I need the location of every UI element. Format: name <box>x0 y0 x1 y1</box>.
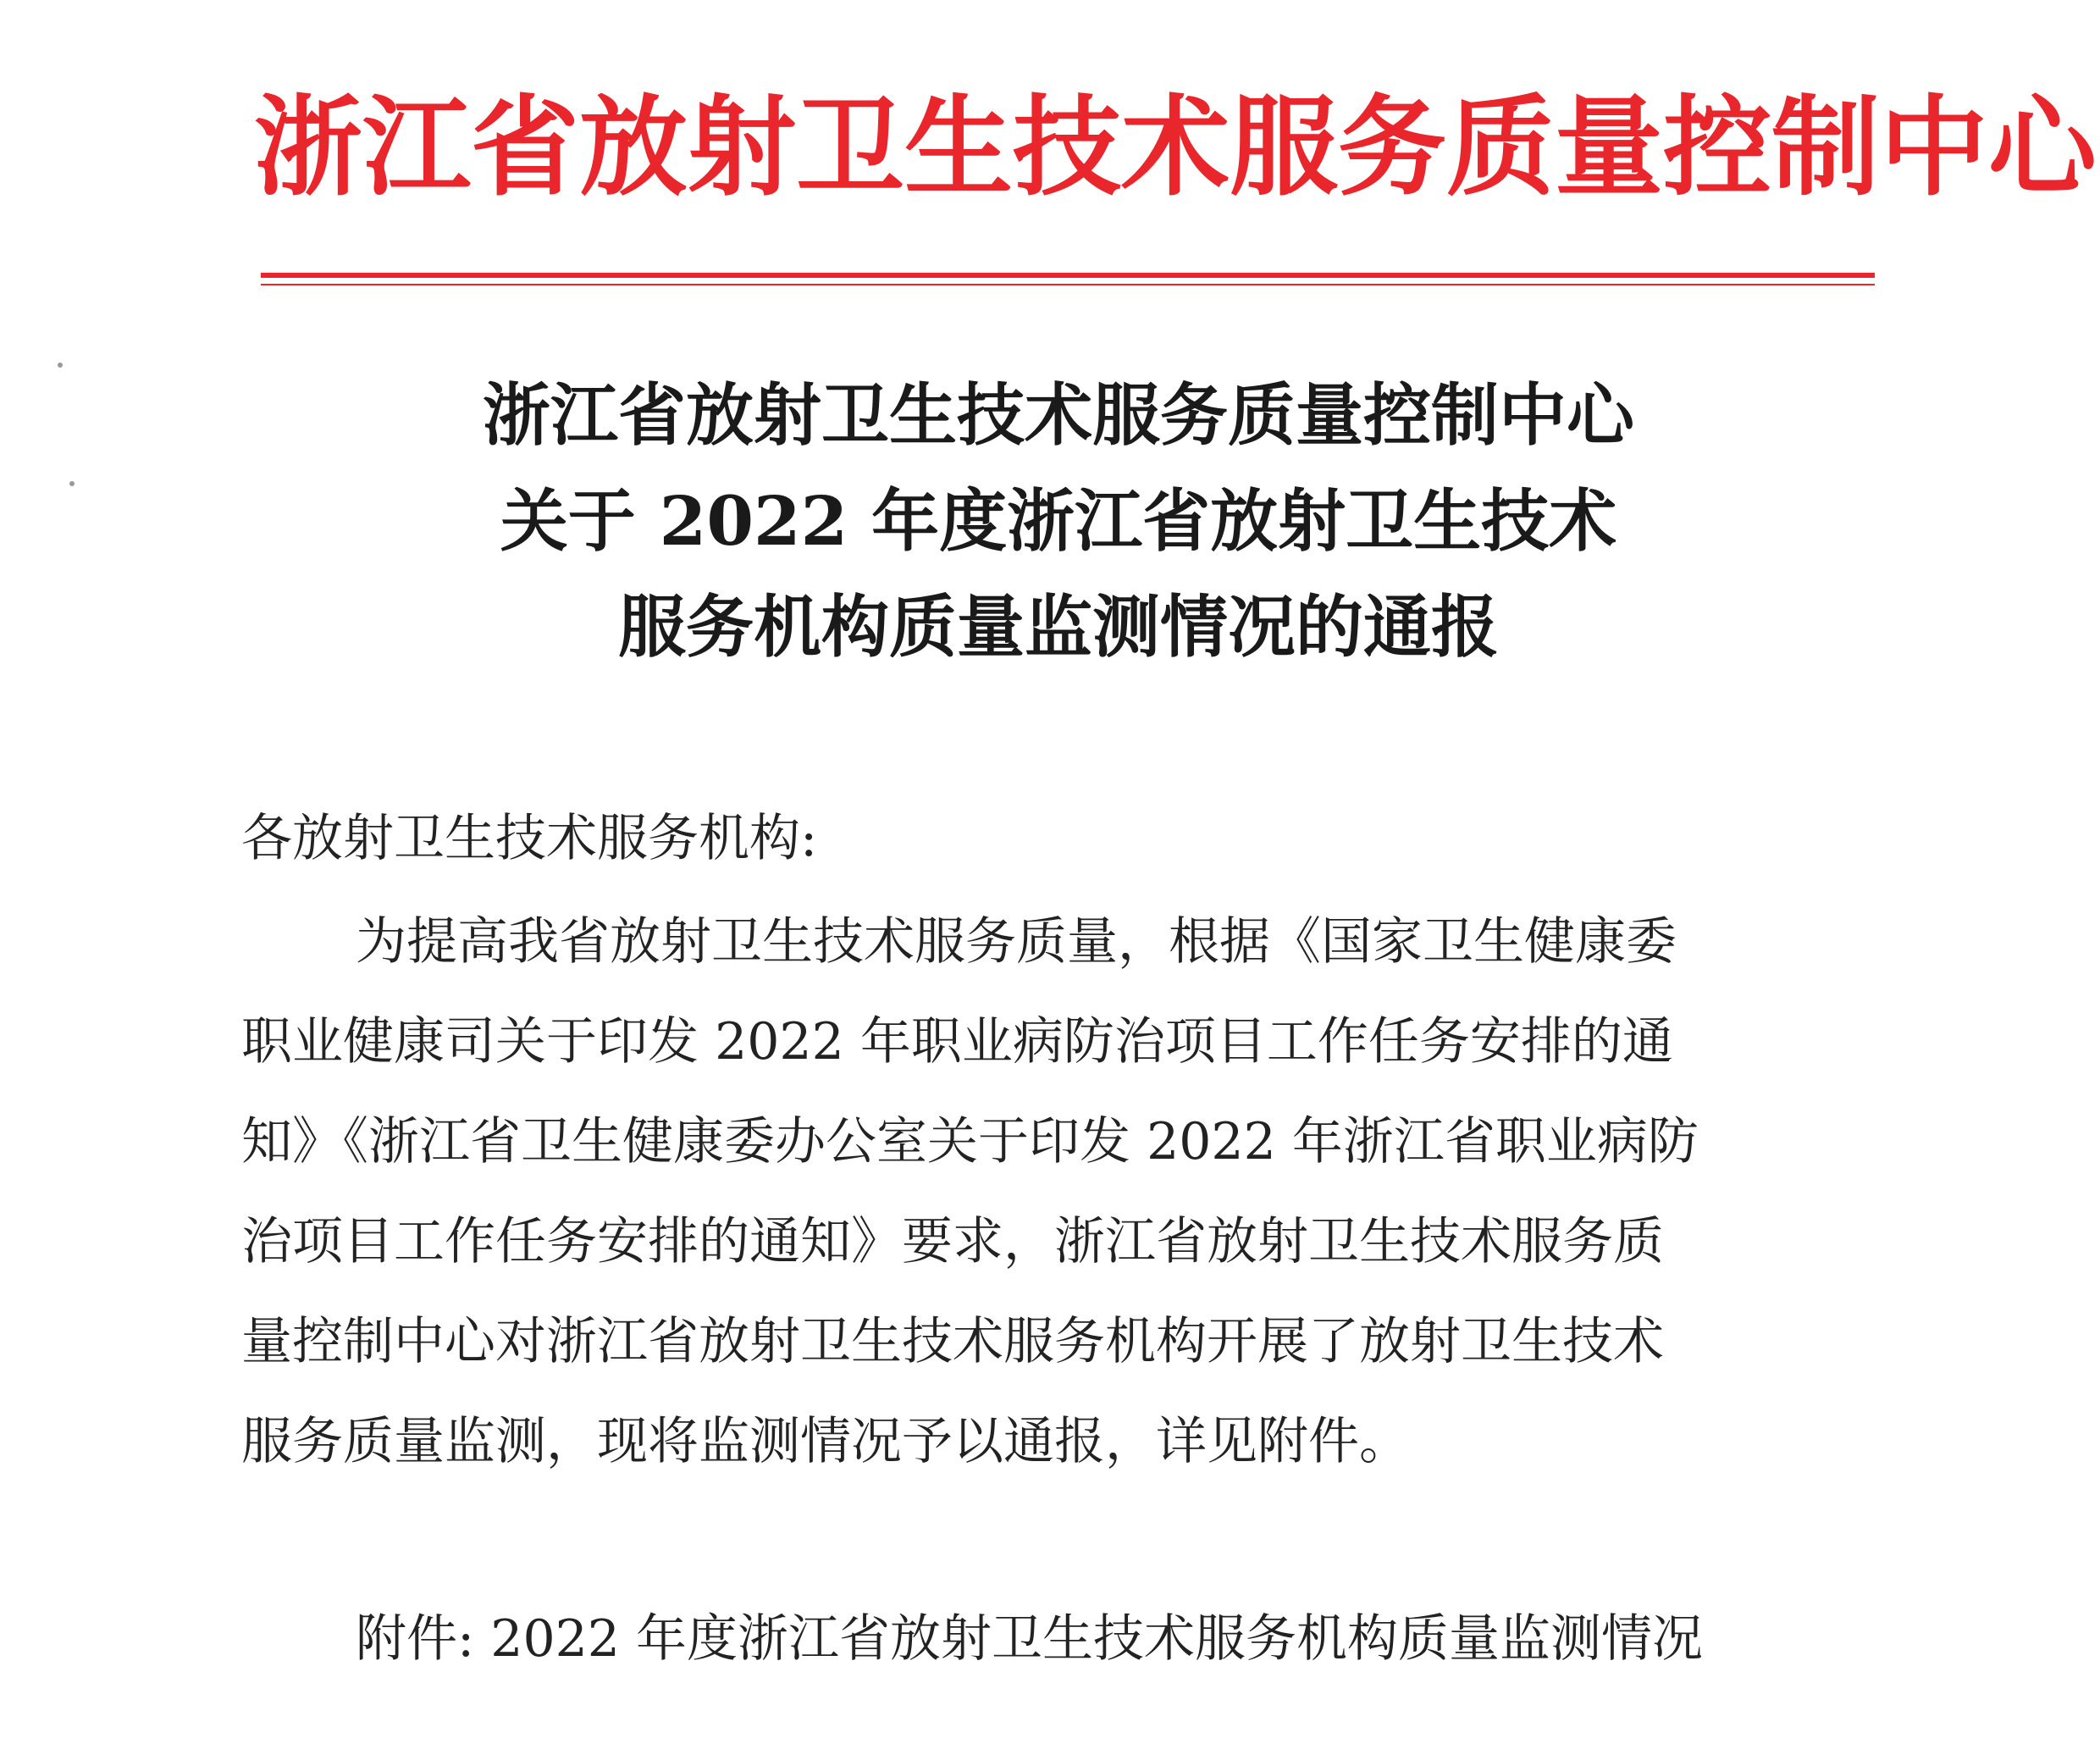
document-title-line-3: 服务机构质量监测情况的通报 <box>618 587 1499 667</box>
scan-speck <box>69 481 75 486</box>
attachment-note: 附件: 2022 年度浙江省放射卫生技术服务机构质量监测情况 <box>356 1609 1704 1669</box>
body-line-6: 服务质量监测，现将监测情况予以通报，详见附件。 <box>241 1412 1410 1471</box>
document-title-line-1: 浙江省放射卫生技术服务质量控制中心 <box>483 375 1634 455</box>
body-line-2: 职业健康司关于印发 2022 年职业病防治项目工作任务安排的通 <box>241 1012 1673 1071</box>
body-line-5: 量控制中心对浙江省放射卫生技术服务机构开展了放射卫生技术 <box>241 1312 1664 1371</box>
body-line-1: 为提高我省放射卫生技术服务质量，根据《国家卫生健康委 <box>356 912 1677 972</box>
scan-speck <box>58 363 63 368</box>
masthead-title: 浙江省放射卫生技术服务质量控制中心 <box>254 85 2097 211</box>
document-title-line-2: 关于 2022 年度浙江省放射卫生技术 <box>500 481 1617 561</box>
masthead-rule-thin <box>261 284 1875 285</box>
body-line-4: 治项目工作任务安排的通知》要求，浙江省放射卫生技术服务质 <box>241 1212 1664 1271</box>
masthead-rule-thick <box>261 273 1875 278</box>
body-line-3: 知》《浙江省卫生健康委办公室关于印发 2022 年浙江省职业病防 <box>241 1112 1699 1171</box>
addressee: 各放射卫生技术服务机构: <box>241 809 818 868</box>
